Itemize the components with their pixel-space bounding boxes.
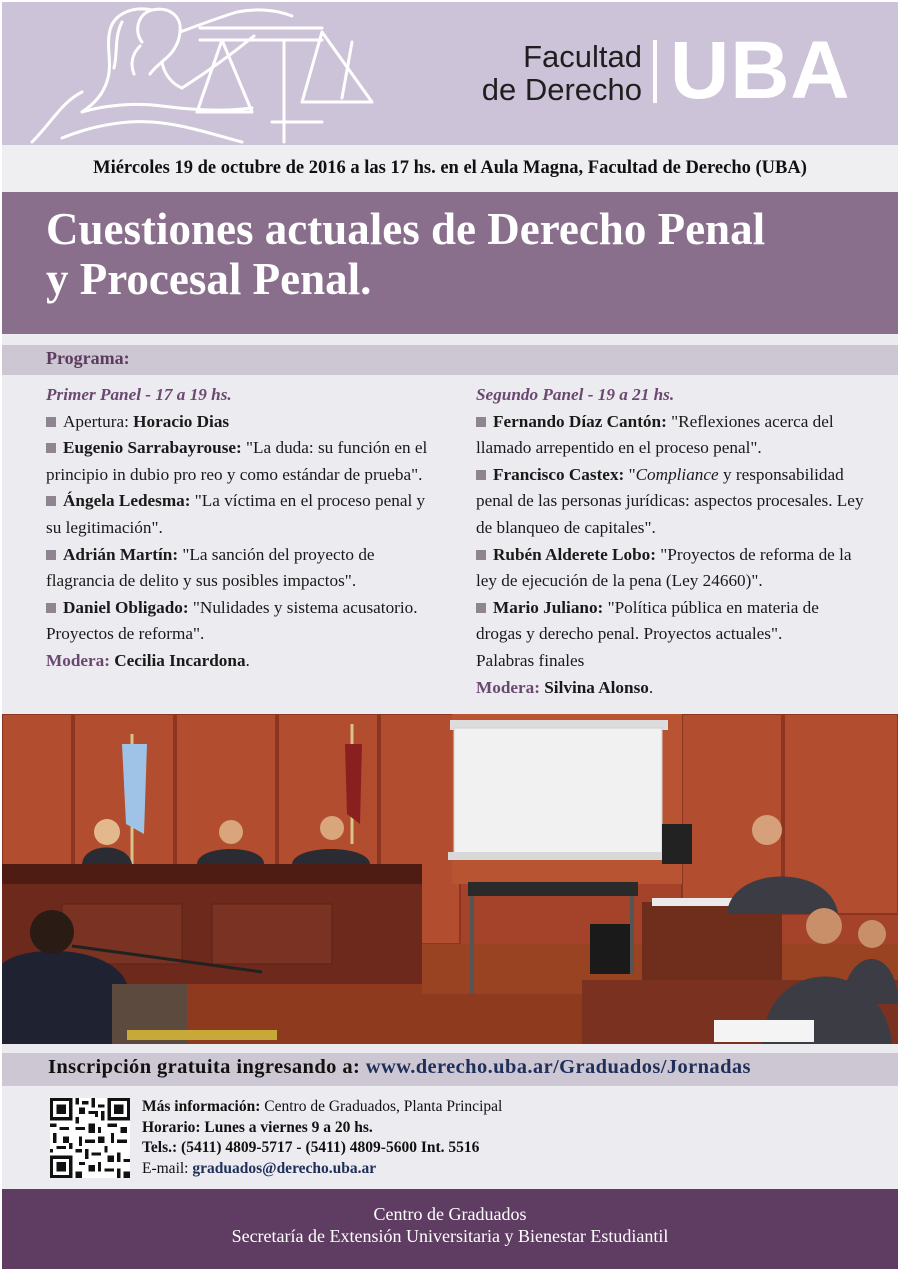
moderator-name: Silvina Alonso xyxy=(544,677,649,697)
uba-logo-text: UBA xyxy=(670,25,851,116)
registration-label: Inscripción gratuita ingresando a: xyxy=(48,1056,361,1078)
talk-topic: "Nulidades y sistema acusatorio. Proyectos de reforma". xyxy=(46,597,418,644)
hours-text: Horario: Lunes a viernes 9 a 20 hs. xyxy=(142,1118,373,1136)
bullet-icon xyxy=(46,603,56,613)
list-item xyxy=(476,595,866,648)
panel-1-heading: Primer Panel - 17 a 19 hs. xyxy=(46,385,232,404)
more-info-line xyxy=(142,1097,502,1118)
phones-line xyxy=(142,1138,502,1159)
speaker-name: Fernando Díaz Cantón: xyxy=(493,411,667,431)
bullet-icon xyxy=(476,550,486,560)
speaker-name: Daniel Obligado: xyxy=(63,597,189,617)
registration-text xyxy=(48,1056,751,1079)
title-band xyxy=(2,192,898,334)
list-item xyxy=(46,409,431,436)
courtroom-photo xyxy=(2,714,898,1044)
talk-topic: "Reflexiones acerca del llamado arrepentido en el proceso penal". xyxy=(476,411,834,458)
registration-link[interactable]: www.derecho.uba.ar/Graduados/Jornadas xyxy=(365,1056,751,1078)
title-line-1: Cuestiones actuales de Derecho Penal xyxy=(46,204,766,254)
opening-name: Horacio Dias xyxy=(133,411,230,431)
header-banner xyxy=(2,2,898,145)
talk-topic-rest: y responsabilidad penal de las personas jurídicas: aspectos procesales. Ley de blanqueo de capitales". xyxy=(476,464,864,537)
faculty-line-1: Facultad xyxy=(523,39,642,74)
bullet-icon xyxy=(476,603,486,613)
talk-topic: "La sanción del proyecto de flagrancia de delito y sus posibles impactos". xyxy=(46,544,375,591)
program-label: Programa: xyxy=(46,348,130,368)
talk-topic-open: " xyxy=(628,464,636,484)
qr-code[interactable] xyxy=(50,1098,130,1178)
bullet-icon xyxy=(46,417,56,427)
email-label: E-mail: xyxy=(142,1159,189,1177)
speaker-name: Rubén Alderete Lobo: xyxy=(493,544,656,564)
panel-2-column xyxy=(476,382,866,701)
email-link[interactable]: graduados@derecho.uba.ar xyxy=(192,1159,377,1177)
panel-2-heading: Segundo Panel - 19 a 21 hs. xyxy=(476,385,675,404)
email-line xyxy=(142,1159,502,1180)
moderator-label: Modera: xyxy=(476,677,540,697)
moderator-name: Cecilia Incardona xyxy=(114,650,246,670)
faculty-name xyxy=(442,40,642,106)
talk-topic: "Política pública en materia de drogas y derecho penal. Proyectos actuales". xyxy=(476,597,819,644)
more-info-label: Más información: xyxy=(142,1098,261,1115)
list-item xyxy=(46,488,431,541)
speaker-name: Ángela Ledesma: xyxy=(63,491,191,511)
talk-topic-emphasis: Compliance xyxy=(635,464,719,484)
talk-topic: "La duda: su función en el principio in dubio pro reo y como estándar de prueba". xyxy=(46,438,428,484)
list-item xyxy=(46,435,431,488)
speaker-name: Eugenio Sarrabayrouse: xyxy=(63,438,242,458)
event-date-line: Miércoles 19 de octubre de 2016 a las 17 hs. en el Aula Magna, Facultad de Derecho (UBA) xyxy=(2,145,898,192)
opening-label: Apertura: xyxy=(63,411,129,431)
faculty-line-2: de Derecho xyxy=(481,72,642,107)
justice-statue-illustration xyxy=(22,2,402,145)
bullet-icon xyxy=(476,417,486,427)
talk-topic: "Proyectos de reforma de la ley de ejecución de la pena (Ley 24660)". xyxy=(476,544,852,591)
list-item xyxy=(46,542,431,595)
list-item xyxy=(476,542,866,595)
speaker-name: Mario Juliano: xyxy=(493,597,604,617)
talk-topic: "La víctima en el proceso penal y su legitimación". xyxy=(46,491,426,537)
title-line-2: y Procesal Penal. xyxy=(46,254,372,304)
list-item xyxy=(46,595,431,648)
hours-line xyxy=(142,1118,502,1139)
footer-band xyxy=(2,1189,898,1269)
bullet-icon xyxy=(46,443,56,453)
closing-remarks: Palabras finales xyxy=(476,650,585,670)
list-item xyxy=(476,409,866,462)
speaker-name: Adrián Martín: xyxy=(63,544,179,564)
logo-divider xyxy=(653,40,657,103)
footer-line-1: Centro de Graduados xyxy=(373,1204,527,1224)
moderator-label: Modera: xyxy=(46,650,110,670)
registration-band xyxy=(2,1053,898,1086)
moderator-line: Modera: Cecilia Incardona. xyxy=(46,650,250,670)
bullet-icon xyxy=(46,550,56,560)
more-info-value: Centro de Graduados, Planta Principal xyxy=(264,1098,503,1115)
event-title xyxy=(46,204,886,304)
program-band xyxy=(2,345,898,375)
phones-text: Tels.: (5411) 4809-5717 - (5411) 4809-5600 Int. 5516 xyxy=(142,1139,480,1156)
bullet-icon xyxy=(476,470,486,480)
contact-info xyxy=(142,1097,502,1179)
moderator-line: Modera: Silvina Alonso. xyxy=(476,677,654,697)
panel-1-column xyxy=(46,382,431,675)
footer-line-2: Secretaría de Extensión Universitaria y Bienestar Estudiantil xyxy=(231,1226,669,1246)
speaker-name: Francisco Castex: xyxy=(493,464,625,484)
list-item xyxy=(476,462,866,542)
bullet-icon xyxy=(46,496,56,506)
event-poster xyxy=(2,2,898,1269)
